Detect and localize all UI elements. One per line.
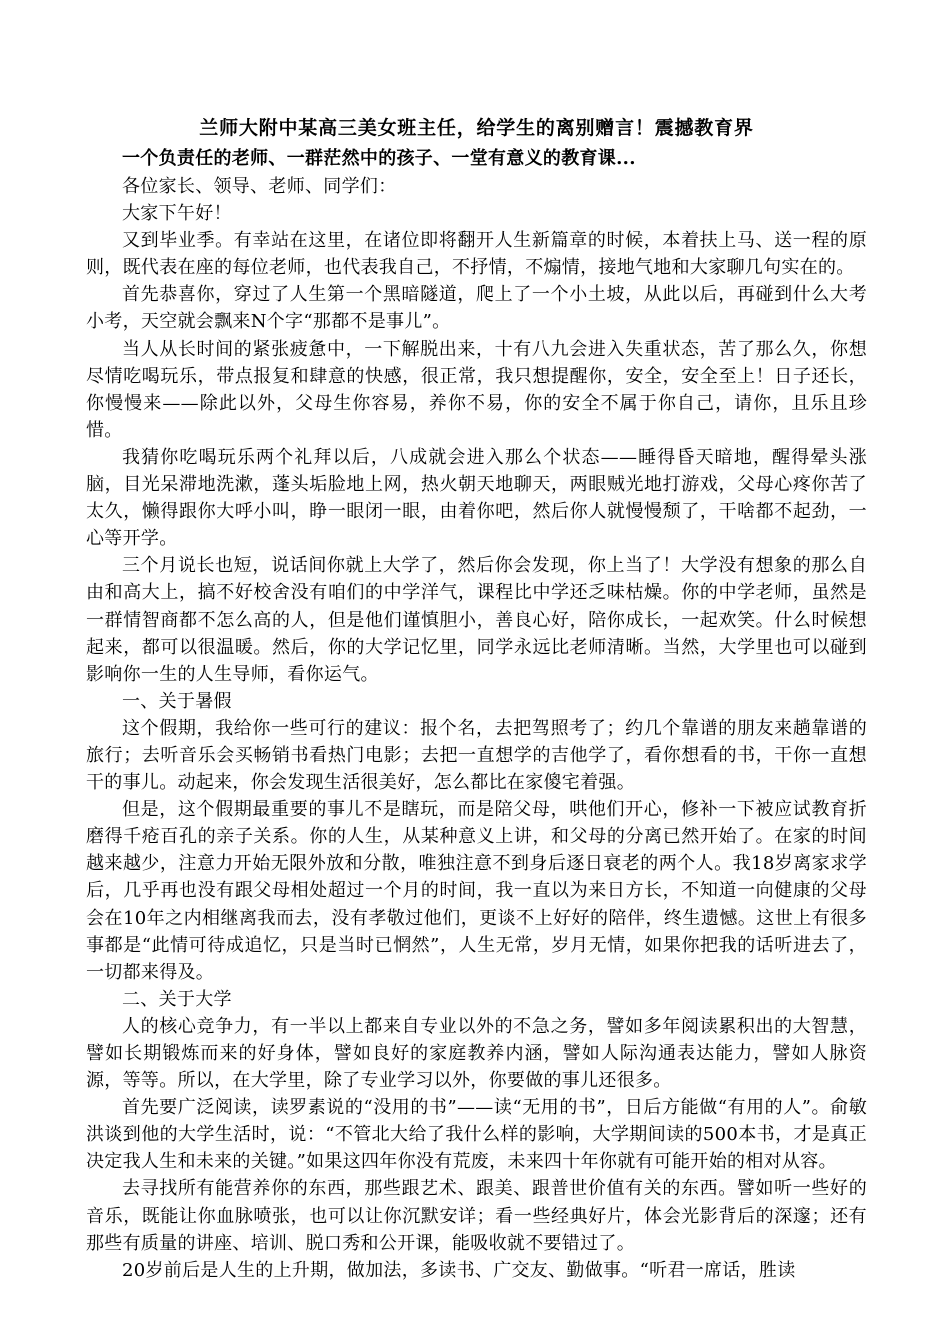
- page-title: 兰师大附中某高三美女班主任，给学生的离别赠言！震撼教育界: [199, 117, 754, 139]
- paragraph: 首先恭喜你，穿过了人生第一个黑暗隧道，爬上了一个小土坡，从此以后，再碰到什么大考小考，天空就会飘来N个字“那都不是事儿”。: [86, 284, 867, 333]
- section-heading-summer: 一、关于暑假: [122, 690, 232, 712]
- paragraph: 20岁前后是人生的上升期，做加法，多读书、广交友、勤做事。“听君一席话，胜读: [122, 1259, 796, 1281]
- page-subtitle: 一个负责任的老师、一群茫然中的孩子、一堂有意义的教育课...: [122, 148, 636, 169]
- paragraph: 人的核心竞争力，有一半以上都来自专业以外的不急之务，譬如多年阅读累积出的大智慧，譬如长期锻炼而来的好身体，譬如良好的家庭教养内涵，譬如人际沟通表达能力，譬如人脉资源，等等。所以，在大学里，除了专业学习以外，你要做的事儿还很多。: [86, 1015, 867, 1092]
- paragraph: 三个月说长也短，说话间你就上大学了，然后你会发现，你上当了！大学没有想象的那么自由和高大上，搞不好校舍没有咱们的中学洋气，课程比中学还乏味枯燥。你的中学老师，虽然是一群情智商都不怎么高的人，但是他们谨慎胆小，善良心好，陪你成长，一起欢笑。什么时候想起来，都可以很温暖。然后，你的大学记忆里，同学永远比老师清晰。当然，大学里也可以碰到影响你一生的人生导师，看你运气。: [86, 555, 867, 685]
- paragraph: 又到毕业季。有幸站在这里，在诸位即将翻开人生新篇章的时候，本着扶上马、送一程的原则，既代表在座的每位老师，也代表我自己，不抒情，不煽情，接地气地和大家聊几句实在的。: [86, 230, 867, 279]
- paragraph: 我猜你吃喝玩乐两个礼拜以后，八成就会进入那么个状态——睡得昏天暗地，醒得晕头涨脑，目光呆滞地洗漱，蓬头垢脸地上网，热火朝天地聊天，两眼贼光地打游戏，父母心疼你苦了太久，懒得跟你大呼小叫，睁一眼闭一眼，由着你吧，然后你人就慢慢颓了，干啥都不起劲，一心等开学。: [86, 446, 867, 550]
- greeting-line: 大家下午好！: [122, 203, 232, 225]
- greeting-line: 各位家长、领导、老师、同学们：: [122, 176, 397, 197]
- paragraph: 当人从长时间的紧张疲惫中，一下解脱出来，十有八九会进入失重状态，苦了那么久，你想尽情吃喝玩乐，带点报复和肆意的快感，很正常，我只想提醒你，安全，安全至上！日子还长，你慢慢来——除此以外，父母生你容易，养你不易，你的安全不属于你自己，请你，且乐且珍惜。: [86, 338, 867, 441]
- paragraph: 这个假期，我给你一些可行的建议：报个名，去把驾照考了；约几个靠谱的朋友来趟靠谱的旅行；去听音乐会买畅销书看热门电影；去把一直想学的吉他学了，看你想看的书，干你一直想干的事儿。动起来，你会发现生活很美好，怎么都比在家傻宅着强。: [86, 717, 867, 794]
- paragraph: 首先要广泛阅读，读罗素说的“没用的书”——读“无用的书”，日后方能做“有用的人”。俞敏洪谈到他的大学生活时，说：“不管北大给了我什么样的影响，大学期间读的500本书，才是真正决定我人生和未来的关键。”如果这四年你没有荒废，未来四十年你就有可能开始的相对从容。: [86, 1097, 867, 1173]
- document-body: [86, 111, 867, 1284]
- paragraph: 去寻找所有能营养你的东西，那些跟艺术、跟美、跟普世价值有关的东西。譬如听一些好的音乐，既能让你血脉喷张，也可以让你沉默安详；看一些经典好片，体会光影背后的深邃；还有那些有质量的讲座、培训、脱口秀和公开课，能吸收就不要错过了。: [86, 1178, 867, 1254]
- section-heading-university: 二、关于大学: [122, 988, 232, 1010]
- paragraph: 但是，这个假期最重要的事儿不是瞎玩，而是陪父母，哄他们开心，修补一下被应试教育折磨得千疮百孔的亲子关系。你的人生，从某种意义上讲，和父母的分离已然开始了。在家的时间越来越少，注意力开始无限外放和分散，唯独注意不到身后逐日衰老的两个人。我18岁离家求学后，几乎再也没有跟父母相处超过一个月的时间，我一直以为来日方长，不知道一向健康的父母会在10年之内相继离我而去，没有孝敬过他们，更谈不上好好的陪伴，终生遗憾。这世上有很多事都是“此情可待成追忆，只是当时已惘然”，人生无常，岁月无情，如果你把我的话听进去了，一切都来得及。: [86, 799, 867, 983]
